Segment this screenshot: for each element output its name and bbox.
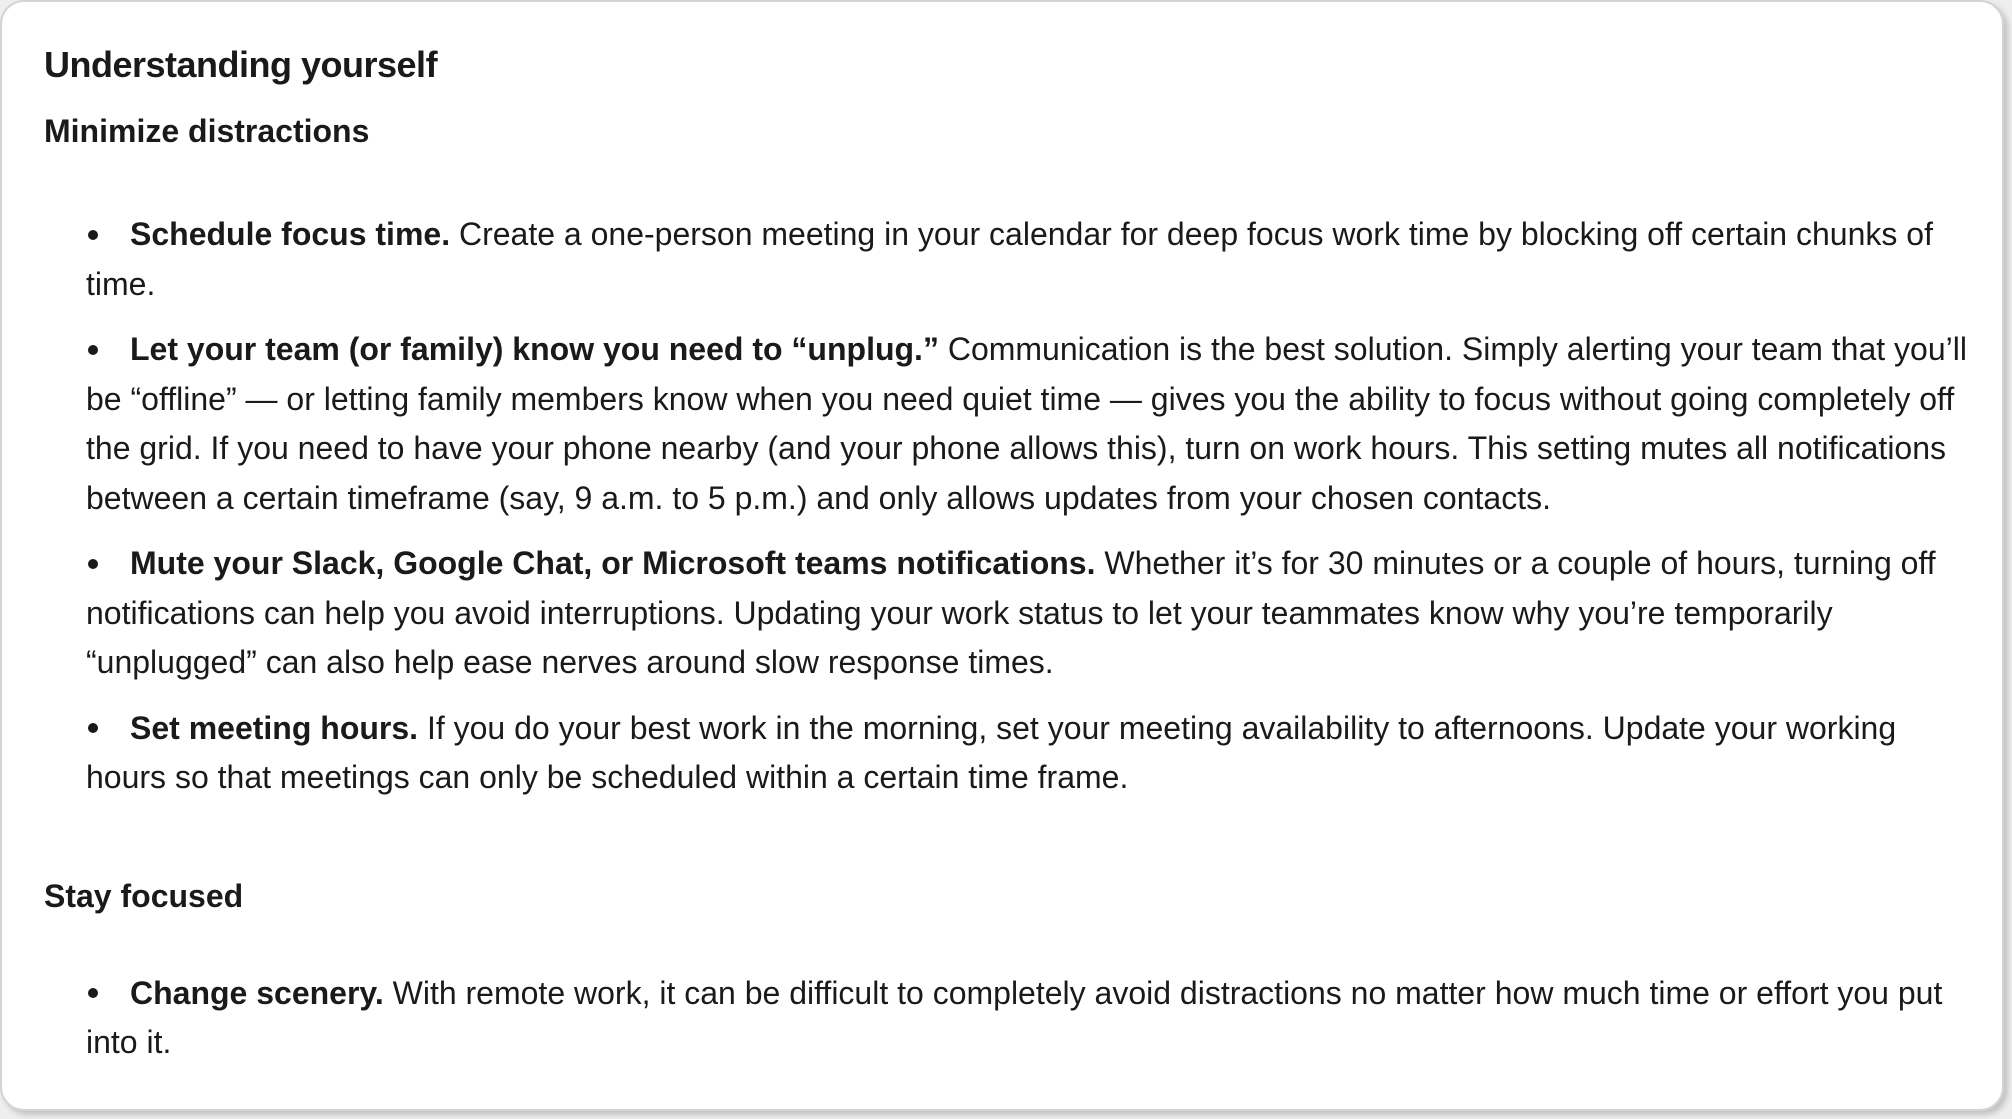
item-lead: Let your team (or family) know you need to “unplug.” <box>130 331 939 367</box>
section-minimize-distractions <box>44 108 1974 803</box>
item-text: Whether it’s for 30 minutes or a couple of hours, turning off notifications can help you avoid interruptions. Updating your work status to let your teammates know why you’re temporarily “unplugged” can also help ease nerves around slow response times. <box>86 545 1936 680</box>
item-text: Create a one-person meeting in your calendar for deep focus work time by blocking off certain chunks of time. <box>86 216 1933 302</box>
item-lead: Schedule focus time. <box>130 216 451 252</box>
item-lead: Set meeting hours. <box>130 709 419 746</box>
bullet-icon <box>86 210 130 260</box>
list-item <box>86 704 1974 803</box>
item-text: With remote work, it can be difficult to completely avoid distractions no matter how much time or effort you put into it. <box>86 974 1943 1060</box>
article-body <box>44 32 1974 1084</box>
list-item <box>86 969 1974 1068</box>
list-item <box>86 325 1974 523</box>
page-title: Understanding yourself <box>44 44 438 85</box>
list-item <box>86 539 1974 688</box>
bullet-icon <box>86 704 130 754</box>
item-lead: Mute your Slack, Google Chat, or Microsoft teams notifications. <box>130 545 1096 581</box>
bullet-icon <box>86 969 130 1019</box>
section-heading: Minimize distractions <box>44 113 370 149</box>
bullet-icon <box>86 539 130 589</box>
section-stay-focused <box>44 873 1974 1068</box>
item-lead: Change scenery. <box>130 974 384 1011</box>
bullet-list <box>44 969 1974 1068</box>
list-item <box>86 210 1974 309</box>
item-text: If you do your best work in the morning, set your meeting availability to afternoons. Update your working hours so that meetings can only be scheduled within a certain time frame. <box>86 709 1897 795</box>
item-text: Communication is the best solution. Simply alerting your team that you’ll be “offline” — or letting family members know when you need quiet time — gives you the ability to focus without going completely off the grid. If you need to have your phone nearby (and your phone allows this), turn on work hours. This setting mutes all notifications between a certain timeframe (say, 9 a.m. to 5 p.m.) and only allows updates from your chosen contacts. <box>86 331 1967 516</box>
bullet-icon <box>86 325 130 375</box>
bullet-list <box>44 210 1974 803</box>
section-heading: Stay focused <box>44 877 244 914</box>
